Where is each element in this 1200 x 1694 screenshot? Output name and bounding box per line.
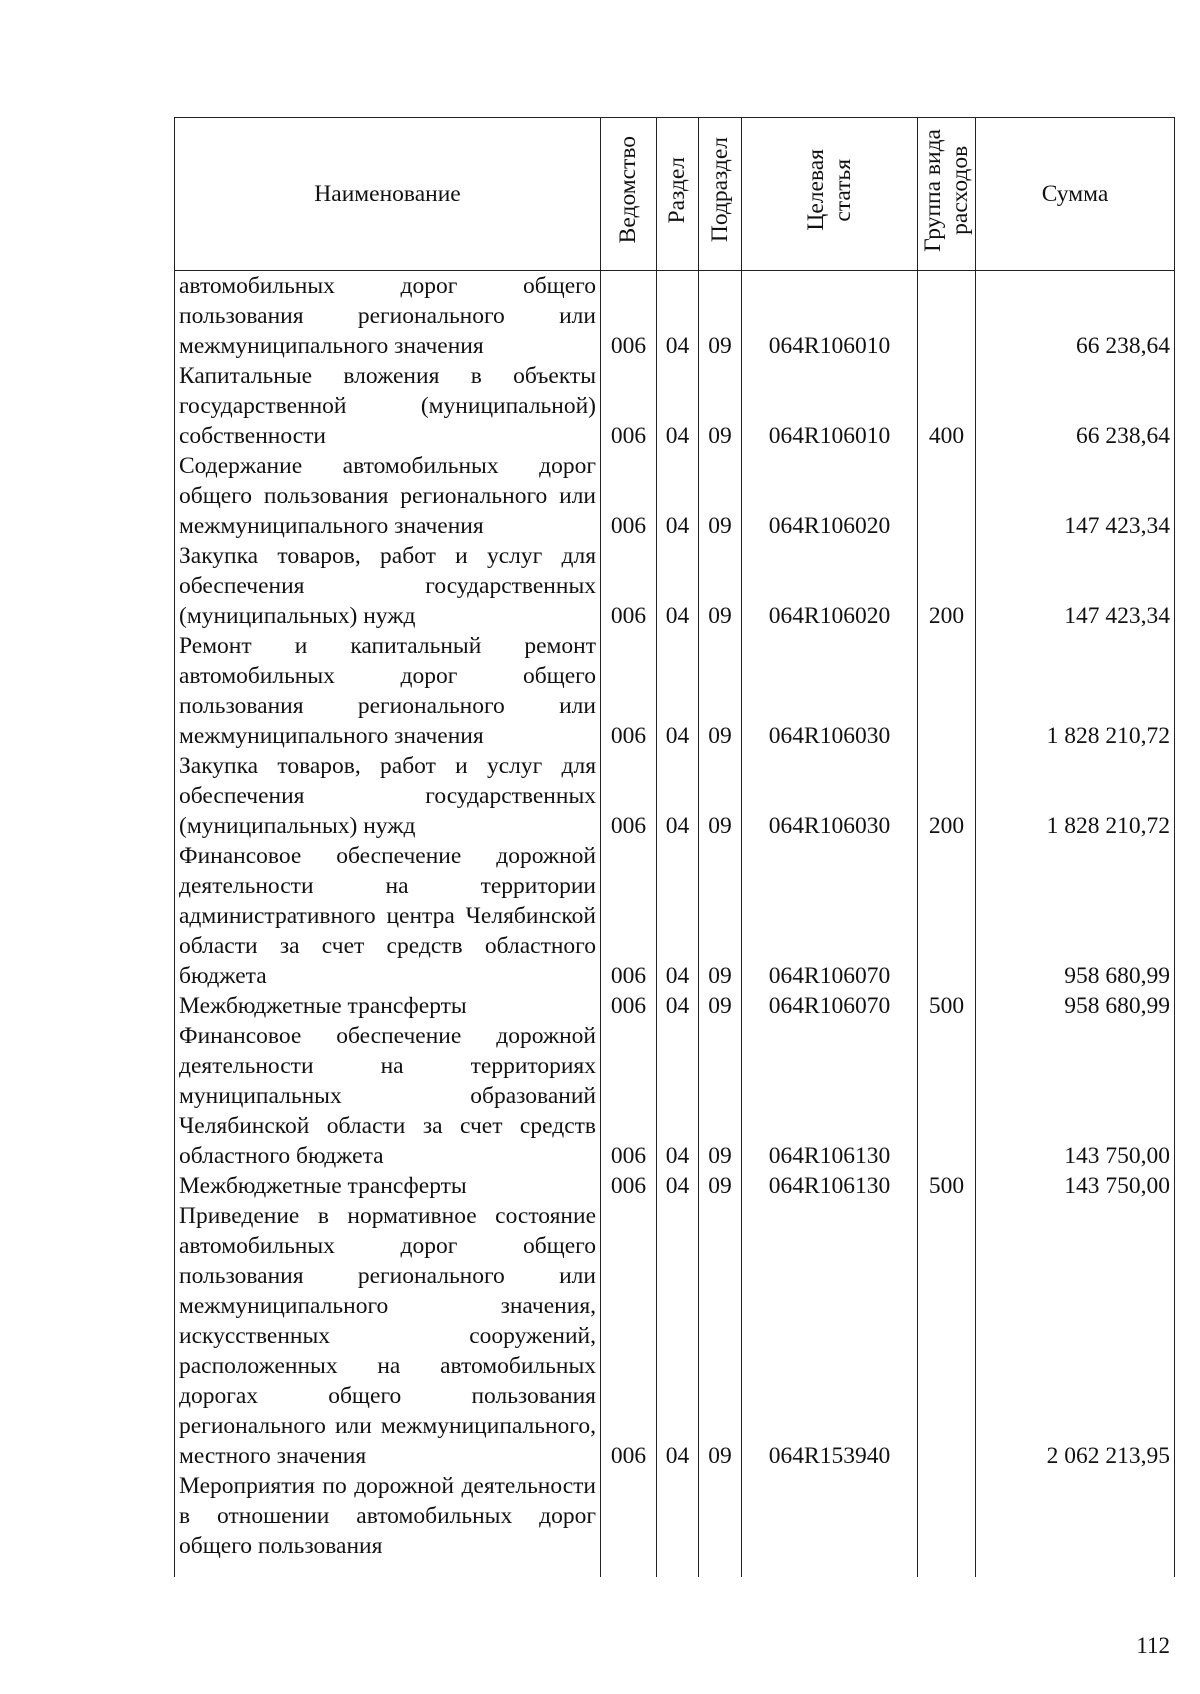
header-section: Раздел: [657, 118, 699, 271]
row-amount: 143 750,00: [976, 1171, 1175, 1201]
row-expense-group: [918, 271, 976, 362]
table-row: [175, 361, 1175, 451]
row-amount: 958 680,99: [976, 991, 1175, 1021]
row-subsection: 09: [699, 751, 742, 841]
row-subsection: 09: [699, 541, 742, 631]
table-row: [175, 451, 1175, 541]
row-section: 04: [657, 751, 699, 841]
row-subsection: 09: [699, 451, 742, 541]
row-subsection: 09: [699, 1171, 742, 1201]
row-department: 006: [601, 751, 657, 841]
row-amount: 147 423,34: [976, 541, 1175, 631]
row-section: 04: [657, 841, 699, 991]
row-target: 064R106130: [742, 1171, 918, 1201]
page-number: 112: [1136, 1633, 1170, 1658]
row-name: Межбюджетные трансферты: [175, 991, 601, 1021]
table-row: [175, 271, 1175, 362]
row-amount: 958 680,99: [976, 841, 1175, 991]
row-section: 04: [657, 1201, 699, 1471]
row-amount: [976, 1471, 1175, 1561]
row-subsection: 09: [699, 361, 742, 451]
row-target: 064R106020: [742, 451, 918, 541]
row-subsection: 09: [699, 1201, 742, 1471]
row-name: Закупка товаров, работ и услуг для обеспечения государственных (муниципальных) нужд: [175, 541, 601, 631]
row-target: 064R106070: [742, 841, 918, 991]
row-amount: 66 238,64: [976, 271, 1175, 362]
row-section: 04: [657, 631, 699, 751]
row-department: [601, 1471, 657, 1561]
row-target: 064R106010: [742, 361, 918, 451]
row-target: 064R106020: [742, 541, 918, 631]
table-body: [175, 271, 1175, 1578]
table-row: [175, 991, 1175, 1021]
table-row: [175, 751, 1175, 841]
table-row: [175, 1471, 1175, 1561]
row-department: 006: [601, 631, 657, 751]
table-row: [175, 631, 1175, 751]
row-name: Капитальные вложения в объекты государственной (муниципальной) собственности: [175, 361, 601, 451]
row-amount: 1 828 210,72: [976, 631, 1175, 751]
row-department: 006: [601, 1171, 657, 1201]
row-name: Приведение в нормативное состояние автомобильных дорог общего пользования регионального или межмуниципального значения, искусственных сооружений, расположенных на автомобильных дорогах общего пользования регионального или межмуниципального, местного значения: [175, 1201, 601, 1471]
row-department: 006: [601, 361, 657, 451]
header-name: Наименование: [175, 118, 601, 271]
row-target: 064R106030: [742, 751, 918, 841]
row-department: 006: [601, 541, 657, 631]
header-row: [175, 118, 1175, 271]
row-expense-group: [918, 1021, 976, 1171]
filler-cell: [175, 1561, 601, 1577]
row-subsection: 09: [699, 1021, 742, 1171]
header-subsection: Подраздел: [699, 118, 742, 271]
row-name: Финансовое обеспечение дорожной деятельности на территориях муниципальных образований Челябинской области за счет средств областного бюджета: [175, 1021, 601, 1171]
header-amount: Сумма: [976, 118, 1175, 271]
row-amount: 147 423,34: [976, 451, 1175, 541]
row-amount: 143 750,00: [976, 1021, 1175, 1171]
table-row: [175, 841, 1175, 991]
row-name: Мероприятия по дорожной деятельности в отношении автомобильных дорог общего пользования: [175, 1471, 601, 1561]
row-target: 064R153940: [742, 1201, 918, 1471]
row-department: 006: [601, 451, 657, 541]
row-section: 04: [657, 991, 699, 1021]
filler-cell: [657, 1561, 699, 1577]
row-target: 064R106030: [742, 631, 918, 751]
row-expense-group: 500: [918, 1171, 976, 1201]
row-amount: 2 062 213,95: [976, 1201, 1175, 1471]
row-expense-group: [918, 451, 976, 541]
header-department: Ведомство: [601, 118, 657, 271]
budget-table: [174, 117, 1175, 1577]
row-department: 006: [601, 271, 657, 362]
row-name: Финансовое обеспечение дорожной деятельности на территории административного центра Челябинской области за счет средств областного бюджета: [175, 841, 601, 991]
row-expense-group: 400: [918, 361, 976, 451]
row-name: автомобильных дорог общего пользования регионального или межмуниципального значения: [175, 271, 601, 362]
row-department: 006: [601, 1021, 657, 1171]
row-department: 006: [601, 1201, 657, 1471]
row-subsection: [699, 1471, 742, 1561]
row-name: Содержание автомобильных дорог общего пользования регионального или межмуниципального значения: [175, 451, 601, 541]
row-expense-group: 200: [918, 751, 976, 841]
table-row: [175, 1021, 1175, 1171]
filler-cell: [742, 1561, 918, 1577]
row-expense-group: [918, 1471, 976, 1561]
filler-cell: [918, 1561, 976, 1577]
row-expense-group: [918, 1201, 976, 1471]
row-section: 04: [657, 271, 699, 362]
table-row: [175, 1171, 1175, 1201]
row-target: 064R106070: [742, 991, 918, 1021]
row-section: 04: [657, 361, 699, 451]
header-expense-group: Группа вида расходов: [918, 118, 976, 271]
filler-cell: [601, 1561, 657, 1577]
row-department: 006: [601, 841, 657, 991]
row-target: 064R106130: [742, 1021, 918, 1171]
row-subsection: 09: [699, 271, 742, 362]
row-section: 04: [657, 1021, 699, 1171]
header-target: Целевая статья: [742, 118, 918, 271]
row-amount: 1 828 210,72: [976, 751, 1175, 841]
table-row: [175, 541, 1175, 631]
row-target: [742, 1471, 918, 1561]
row-expense-group: [918, 841, 976, 991]
table-row: [175, 1201, 1175, 1471]
row-name: Ремонт и капитальный ремонт автомобильных дорог общего пользования регионального или межмуниципального значения: [175, 631, 601, 751]
row-expense-group: [918, 631, 976, 751]
row-expense-group: 200: [918, 541, 976, 631]
row-name: Закупка товаров, работ и услуг для обеспечения государственных (муниципальных) нужд: [175, 751, 601, 841]
row-section: [657, 1471, 699, 1561]
row-subsection: 09: [699, 631, 742, 751]
row-name: Межбюджетные трансферты: [175, 1171, 601, 1201]
row-subsection: 09: [699, 991, 742, 1021]
row-section: 04: [657, 451, 699, 541]
table-filler-row: [175, 1561, 1175, 1577]
row-section: 04: [657, 541, 699, 631]
row-department: 006: [601, 991, 657, 1021]
row-target: 064R106010: [742, 271, 918, 362]
row-subsection: 09: [699, 841, 742, 991]
row-expense-group: 500: [918, 991, 976, 1021]
filler-cell: [699, 1561, 742, 1577]
row-section: 04: [657, 1171, 699, 1201]
row-amount: 66 238,64: [976, 361, 1175, 451]
filler-cell: [976, 1561, 1175, 1577]
